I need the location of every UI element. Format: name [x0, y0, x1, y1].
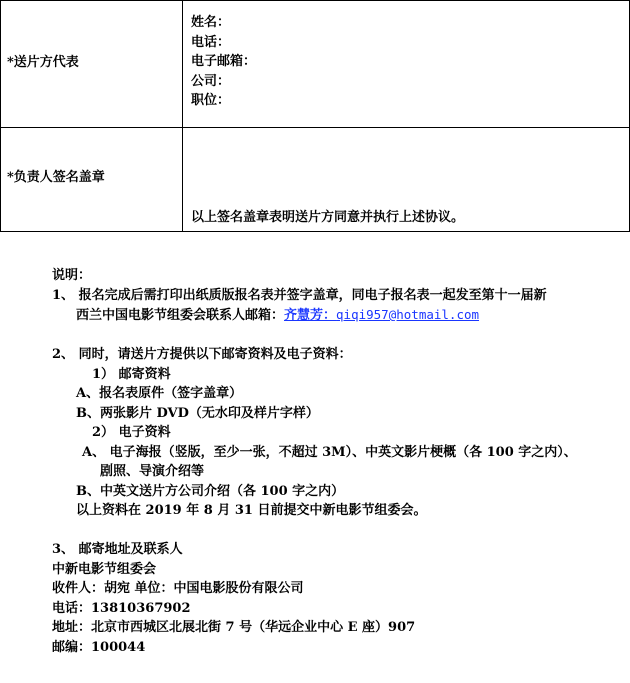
phone-field-label: 电话：: [191, 34, 231, 50]
agreement-text: 以上签名盖章表明送片方同意并执行上述协议。: [191, 210, 465, 225]
contact-email-link[interactable]: qiqi957@hotmail.com: [336, 307, 480, 322]
item2-sub1-a: A、报名表原件（签字盖章）: [76, 386, 243, 401]
item2-deadline: 以上资料在 2019 年 8 月 31 日前提交中新电影节组委会。: [76, 503, 427, 518]
representative-contact-cell[interactable]: [183, 1, 630, 128]
item3-heading: 3、 邮寄地址及联系人: [52, 542, 183, 557]
name-field-label: 姓名：: [191, 15, 231, 30]
item2-sub1-b: B、两张影片 DVD（无水印及样片字样）: [76, 405, 319, 421]
contact-name-link[interactable]: 齐慧芳：: [284, 308, 337, 323]
item1-line2-prefix: 西兰中国电影节组委会联系人邮箱：: [76, 308, 285, 323]
item3-recipient: 收件人：胡宛 单位：中国电影股份有限公司: [52, 581, 304, 596]
position-field-label: 职位：: [191, 93, 231, 108]
signature-label: *负责人签名盖章: [7, 170, 105, 185]
item1-line1: 1、 报名完成后需打印出纸质版报名表并签字盖章，同电子报名表一起发至第十一届新: [52, 287, 547, 303]
item2-sub2: 2） 电子资料: [92, 425, 171, 440]
representative-label: *送片方代表: [7, 54, 79, 70]
item2-sub2-a-line1: A、 电子海报（竖版，至少一张，不超过 3M）、中英文影片梗概（各 100 字之内）、: [82, 444, 577, 460]
signature-label-cell: [1, 128, 183, 232]
item2-sub2-a-line2: 剧照、导演介绍等: [100, 464, 205, 479]
representative-label-cell: [1, 1, 183, 128]
item2-line1: 2、 同时，请送片方提供以下邮寄资料及电子资料：: [52, 347, 352, 362]
item3-org: 中新电影节组委会: [52, 561, 157, 577]
notes-heading: 说明：: [52, 268, 92, 283]
signature-cell[interactable]: [183, 128, 630, 232]
item3-postcode: 邮编：100044: [52, 639, 146, 655]
submission-form-table: [0, 0, 630, 232]
item1-line2: [52, 305, 627, 326]
signature-row: [1, 128, 630, 232]
notes-section: [52, 266, 627, 657]
item3-phone: 电话：13810367902: [52, 600, 191, 616]
company-field-label: 公司：: [191, 73, 231, 89]
item2-sub1: 1） 邮寄资料: [92, 366, 171, 382]
representative-row: [1, 1, 630, 128]
item2-sub2-b: B、中英文送片方公司介绍（各 100 字之内）: [76, 483, 345, 499]
item3-address: 地址：北京市西城区北展北街 7 号（华远企业中心 E 座）907: [52, 620, 416, 635]
email-field-label: 电子邮箱：: [191, 54, 257, 69]
